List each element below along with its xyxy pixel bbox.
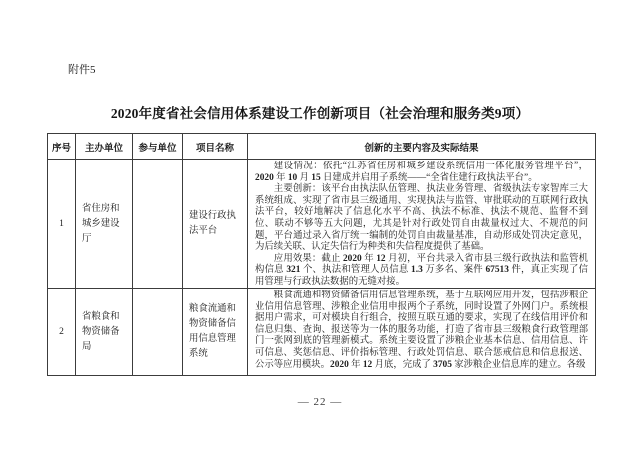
table-header-row [48, 134, 596, 160]
content-paragraph: 应用效果：截止 2020 年 12 月初，平台共录入省市县三级行政执法和监管机构信息 321 个、执法和管理人员信息 1.3 万多名、案件 67513 件，真正实现了信用管理与行政执法数据的无缝对接。 [255, 253, 588, 287]
attachment-label: 附件5 [68, 64, 96, 76]
header-host-unit: 主办单位 [76, 134, 133, 160]
cell-index: 2 [48, 289, 76, 376]
header-participating-unit: 参与单位 [133, 134, 183, 160]
cell-participating-unit [133, 160, 183, 289]
page-title: 2020年度省社会信用体系建设工作创新项目（社会治理和服务类9项） [110, 106, 530, 121]
table-row [48, 289, 596, 376]
cell-participating-unit [133, 289, 183, 376]
cell-content [248, 160, 596, 289]
content-paragraph: 主要创新：该平台由执法队伍管理、执法业务管理、省级执法专家智库三大系统组成、实现了省市县三级通用、实现执法与监管、审批联动的互联网行政执法平台，较好地解决了信息化水平不高、执法不标准、执法不规范、监督不到位、联动不够等五大问题，尤其是针对行政处罚自由裁量权过大、不规范的问题，平台通过录入省厅统一编制的处罚自由裁量基准，自动形成处罚决定意见，为后续关联、认定失信行为种类和失信程度提供了基础。 [255, 184, 588, 253]
cell-index: 1 [48, 160, 76, 289]
content-paragraph: 建设情况：依托“江苏省住房和城乡建设系统信用一体化服务管理平台”，2020 年 10 月 15 日建成并启用子系统——“全省住建行政执法平台”。 [255, 161, 588, 183]
cell-project-name: 粮食流通和物资储备信用信息管理系统 [183, 289, 248, 376]
page-number: — 22 — [297, 396, 343, 408]
content-paragraph: 粮食流通和物资储备信用信息管理系统，基于互联网应用开发，包括涉粮企业信用信息管理、涉粮企业信用申报两个子系统，同时设置了外网门户。系统根据用户需求，可对模块自行组合，按照互联互通的要求，实现了在线信用评价和信息归集、查询、报送等为一体的服务功能，打造了省市县三级粮食行政管理部门一张网到底的管理新模式。系统主要设置了涉粮企业基本信息、信用信息、许可信息、奖惩信息、评价指标管理、行政处罚信息、联合惩戒信息和信息报送、公示等应用模块。2020 年 12 月底，完成了 3705 家涉粮企业信息库的建立。各级 [255, 290, 588, 370]
cell-host-unit: 省粮食和物资储备局 [76, 289, 133, 376]
header-project-name: 项目名称 [183, 134, 248, 160]
cell-content [248, 289, 596, 376]
header-content: 创新的主要内容及实际结果 [248, 134, 596, 160]
cell-project-name: 建设行政执法平台 [183, 160, 248, 289]
innovation-projects-table [47, 133, 596, 376]
cell-host-unit: 省住房和城乡建设厅 [76, 160, 133, 289]
table-row [48, 160, 596, 289]
header-index: 序号 [48, 134, 76, 160]
